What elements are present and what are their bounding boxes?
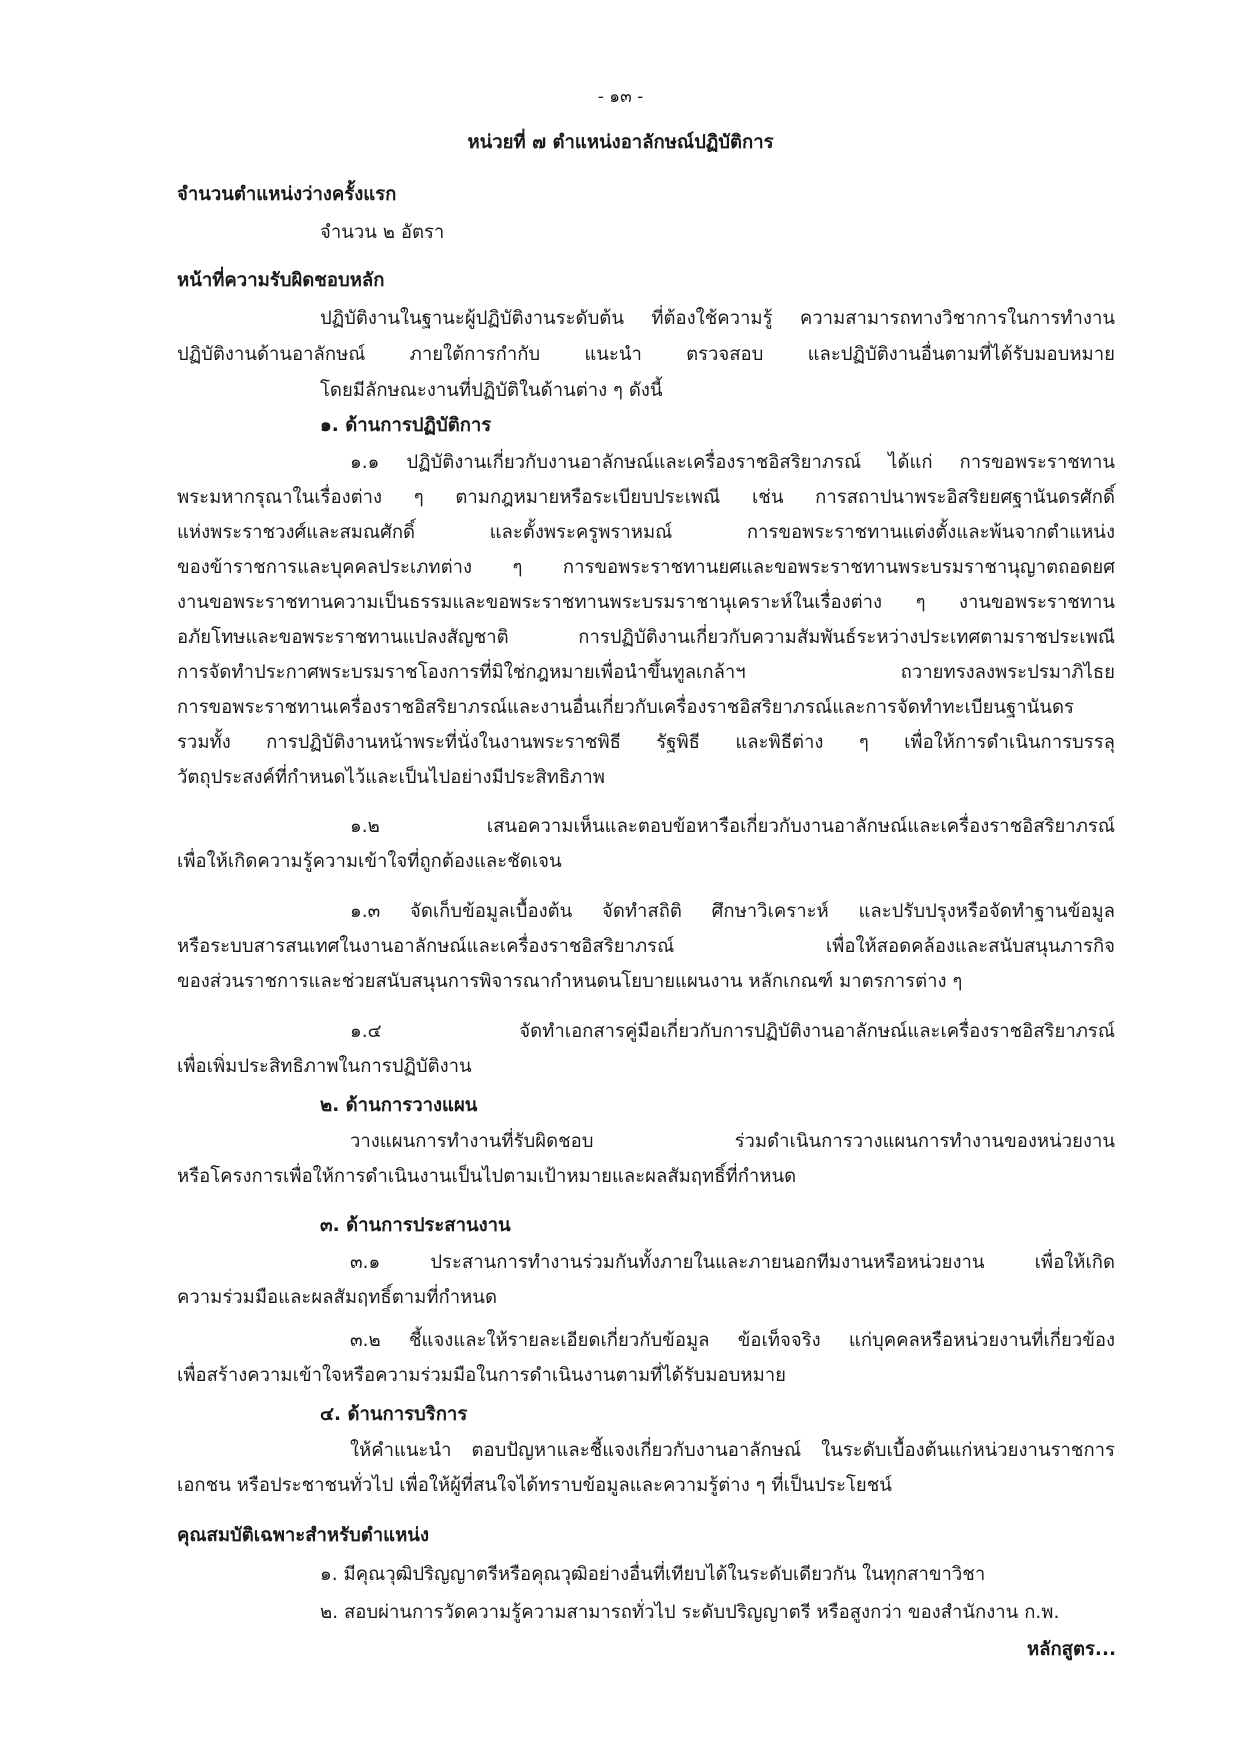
item-3-2-line: เพื่อสร้างความเข้าใจหรือความร่วมมือในการดำเนินงานตามที่ได้รับมอบหมาย — [177, 1365, 787, 1386]
item-1-1-line: แห่งพระราชวงศ์และสมณศักดิ์ และตั้งพระครูพราหมณ์ การขอพระราชทานแต่งตั้งและพ้นจากตำแหน่ง — [177, 522, 1115, 543]
item-1-3-line: ๑.๓ จัดเก็บข้อมูลเบื้องต้น จัดทำสถิติ ศึกษาวิเคราะห์ และปรับปรุงหรือจัดทำฐานข้อมูล — [350, 901, 1115, 922]
vacancy-heading: จำนวนตำแหน่งว่างครั้งแรก — [177, 184, 397, 205]
duties-intro-line: ปฏิบัติงานด้านอาลักษณ์ ภายใต้การกำกับ แนะนำ ตรวจสอบ และปฏิบัติงานอื่นตามที่ได้รับมอบหมาย — [177, 344, 1115, 365]
item-1-1-line: การขอพระราชทานเครื่องราชอิสริยาภรณ์และงานอื่นเกี่ยวกับเครื่องราชอิสริยาภรณ์และการจัดทำทะเบียนฐานันดร — [177, 697, 1074, 718]
duties-intro-line: โดยมีลักษณะงานที่ปฏิบัติในด้านต่าง ๆ ดังนี้ — [320, 380, 663, 401]
section-heading-planning: ๒. ด้านการวางแผน — [320, 1095, 478, 1116]
section-2-line: วางแผนการทำงานที่รับผิดชอบ ร่วมดำเนินการวางแผนการทำงานของหน่วยงาน — [350, 1131, 1115, 1152]
item-1-2-line: ๑.๒ เสนอความเห็นและตอบข้อหารือเกี่ยวกับงานอาลักษณ์และเครื่องราชอิสริยาภรณ์ — [350, 816, 1115, 837]
item-1-1-line: การจัดทำประกาศพระบรมราชโองการที่มิใช่กฎหมายเพื่อนำขึ้นทูลเกล้าฯ ถวายทรงลงพระปรมาภิไธย — [177, 662, 1115, 683]
item-1-1-line: วัตถุประสงค์ที่กำหนดไว้และเป็นไปอย่างมีประสิทธิภาพ — [177, 767, 605, 788]
duties-intro-line: ปฏิบัติงานในฐานะผู้ปฏิบัติงานระดับต้น ที่ต้องใช้ความรู้ ความสามารถทางวิชาการในการทำงาน — [320, 308, 1115, 329]
page-number: - ๑๓ - — [597, 87, 644, 107]
item-1-1-line: อภัยโทษและขอพระราชทานแปลงสัญชาติ การปฏิบัติงานเกี่ยวกับความสัมพันธ์ระหว่างประเทศตามราชประเพณี — [177, 627, 1115, 648]
section-4-line: ให้คำแนะนำ ตอบปัญหาและชี้แจงเกี่ยวกับงานอาลักษณ์ ในระดับเบื้องต้นแก่หน่วยงานราชการ — [350, 1440, 1115, 1461]
item-3-1-line: ความร่วมมือและผลสัมฤทธิ์ตามที่กำหนด — [177, 1287, 497, 1308]
section-heading-service: ๔. ด้านการบริการ — [320, 1404, 468, 1425]
duties-heading: หน้าที่ความรับผิดชอบหลัก — [177, 270, 385, 291]
item-1-1-line: รวมทั้ง การปฏิบัติงานหน้าพระที่นั่งในงานพระราชพิธี รัฐพิธี และพิธีต่าง ๆ เพื่อให้การดำเนินการบรรลุ — [177, 732, 1115, 753]
item-1-2-line: เพื่อให้เกิดความรู้ความเข้าใจที่ถูกต้องและชัดเจน — [177, 851, 562, 872]
continued-marker: หลักสูตร... — [1026, 1639, 1116, 1660]
item-1-4-line: เพื่อเพิ่มประสิทธิภาพในการปฏิบัติงาน — [177, 1056, 472, 1077]
section-2-line: หรือโครงการเพื่อให้การดำเนินงานเป็นไปตามเป้าหมายและผลสัมฤทธิ์ที่กำหนด — [177, 1166, 797, 1187]
qualification-item: ๑. มีคุณวุฒิปริญญาตรีหรือคุณวุฒิอย่างอื่นที่เทียบได้ในระดับเดียวกัน ในทุกสาขาวิชา — [320, 1564, 986, 1585]
item-3-1-line: ๓.๑ ประสานการทำงานร่วมกันทั้งภายในและภายนอกทีมงานหรือหน่วยงาน เพื่อให้เกิด — [350, 1252, 1115, 1273]
item-1-1-line: ๑.๑ ปฏิบัติงานเกี่ยวกับงานอาลักษณ์และเครื่องราชอิสริยาภรณ์ ได้แก่ การขอพระราชทาน — [350, 452, 1115, 473]
qualification-item: ๒. สอบผ่านการวัดความรู้ความสามารถทั่วไป ระดับปริญญาตรี หรือสูงกว่า ของสำนักงาน ก.พ. — [320, 1602, 1060, 1623]
unit-title: หน่วยที่ ๗ ตำแหน่งอาลักษณ์ปฏิบัติการ — [467, 132, 774, 153]
item-1-1-line: ของข้าราชการและบุคคลประเภทต่าง ๆ การขอพระราชทานยศและขอพระราชทานพระบรมราชานุญาตถอดยศ — [177, 557, 1115, 578]
item-1-3-line: หรือระบบสารสนเทศในงานอาลักษณ์และเครื่องราชอิสริยาภรณ์ เพื่อให้สอดคล้องและสนับสนุนภารกิจ — [177, 936, 1115, 957]
item-1-3-line: ของส่วนราชการและช่วยสนับสนุนการพิจารณากำหนดนโยบายแผนงาน หลักเกณฑ์ มาตรการต่าง ๆ — [177, 971, 963, 992]
item-1-4-line: ๑.๔ จัดทำเอกสารคู่มือเกี่ยวกับการปฏิบัติงานอาลักษณ์และเครื่องราชอิสริยาภรณ์ — [350, 1021, 1115, 1042]
item-1-1-line: งานขอพระราชทานความเป็นธรรมและขอพระราชทานพระบรมราชานุเคราะห์ในเรื่องต่าง ๆ งานขอพระราชทาน — [177, 592, 1115, 613]
item-1-1-line: พระมหากรุณาในเรื่องต่าง ๆ ตามกฎหมายหรือระเบียบประเพณี เช่น การสถาปนาพระอิสริยยศฐานันดรศักดิ์ — [177, 487, 1115, 508]
section-heading-coordination: ๓. ด้านการประสานงาน — [320, 1215, 511, 1236]
qualifications-heading: คุณสมบัติเฉพาะสำหรับตำแหน่ง — [177, 1525, 429, 1546]
vacancy-text: จำนวน ๒ อัตรา — [320, 222, 445, 243]
section-heading-operations: ๑. ด้านการปฏิบัติการ — [320, 415, 492, 436]
section-4-line: เอกชน หรือประชาชนทั่วไป เพื่อให้ผู้ที่สนใจได้ทราบข้อมูลและความรู้ต่าง ๆ ที่เป็นประโยชน์ — [177, 1475, 892, 1496]
item-3-2-line: ๓.๒ ชี้แจงและให้รายละเอียดเกี่ยวกับข้อมูล ข้อเท็จจริง แก่บุคคลหรือหน่วยงานที่เกี่ยวข้อง — [350, 1330, 1115, 1351]
